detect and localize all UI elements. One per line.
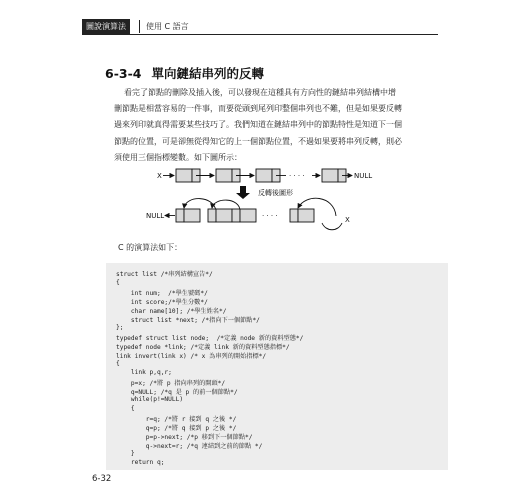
algorithm-title: C 的演算法如下： [118,243,183,252]
code-line: p=x; /*將 p 指向串列的開頭*/ [116,380,226,387]
code-line: }; [116,324,124,331]
paragraph-line: 刪節點是相當容易的一件事，而要從頭到尾列印整個串列也不難，但是如果要反轉 [114,104,402,114]
code-block [106,263,448,470]
code-line: link p,q,r; [116,369,172,376]
code-line: struct list /*串列結構宣告*/ [116,271,213,278]
top-ellipsis: · · · · [289,172,305,180]
down-arrow-icon [236,186,250,199]
code-line: { [116,405,135,412]
code-line: while(p!=NULL) [116,396,184,403]
paragraph-line: 須使用三個指標變數。如下圖所示： [114,152,242,162]
top-null-label: NULL [354,172,373,180]
bottom-node-1 [176,209,200,222]
code-line: int score;/*學生分數*/ [116,299,208,306]
bottom-null-label: NULL [146,212,165,220]
bottom-node-3 [232,209,256,222]
bottom-ellipsis: · · · · [262,212,278,220]
code-line: link invert(link x) /* x 為串列的開始指標*/ [116,353,267,360]
code-line: char name[10]; /*學生姓名*/ [116,308,227,315]
bottom-x-label: X [345,216,350,224]
chapter-label: 使用 C 語言 [146,22,189,31]
code-line: r=q; /*將 r 接到 q 之後 */ [116,416,237,423]
book-title-tab: 圖說演算法 [82,19,130,34]
code-line: } [116,450,135,457]
paragraph-line: 看完了節點的刪除及插入後，可以發現在這種具有方向性的鏈結串列結構中增 [124,88,396,97]
bottom-node-4 [290,209,314,222]
code-line: q->next=r; /*q 連結到之前的節點 */ [116,443,263,450]
code-line: typedef node *link; /*定義 link 新的資料型態指標*/ [116,344,290,351]
code-line: typedef struct list node; /*定義 node 新的資料型態*/ [116,335,304,342]
top-start-label: X [157,172,162,180]
code-line: int num; /*學生號碼*/ [116,290,208,297]
section-title: 單向鏈結串列的反轉 [151,66,264,81]
page-number: 6-32 [92,474,112,484]
code-line: struct list *next; /*指向下一個節點*/ [116,317,260,324]
code-line: return q; [116,459,165,466]
bottom-node-2 [208,209,232,222]
diagram-caption: 反轉後圖形 [258,189,293,197]
section-number: 6-3-4 [105,66,142,81]
code-line: { [116,360,120,367]
code-line: q=NULL; /*q 是 p 的前一個節點*/ [116,389,238,396]
bottom-tail-curve [322,223,342,230]
code-line: q=p; /*將 q 接到 p 之後 */ [116,425,237,432]
code-line: { [116,279,120,286]
paragraph-line: 節點的位置，可是卻無從得知它的上一個節點位置，不過如果要將串列反轉，則必 [114,136,402,146]
paragraph-line: 過來列印就真得需要某些技巧了。我們知道在鏈結串列中的節點特性是知道下一個 [114,120,402,130]
code-line: p=p->next; /*p 移到下一個節點*/ [116,434,253,441]
